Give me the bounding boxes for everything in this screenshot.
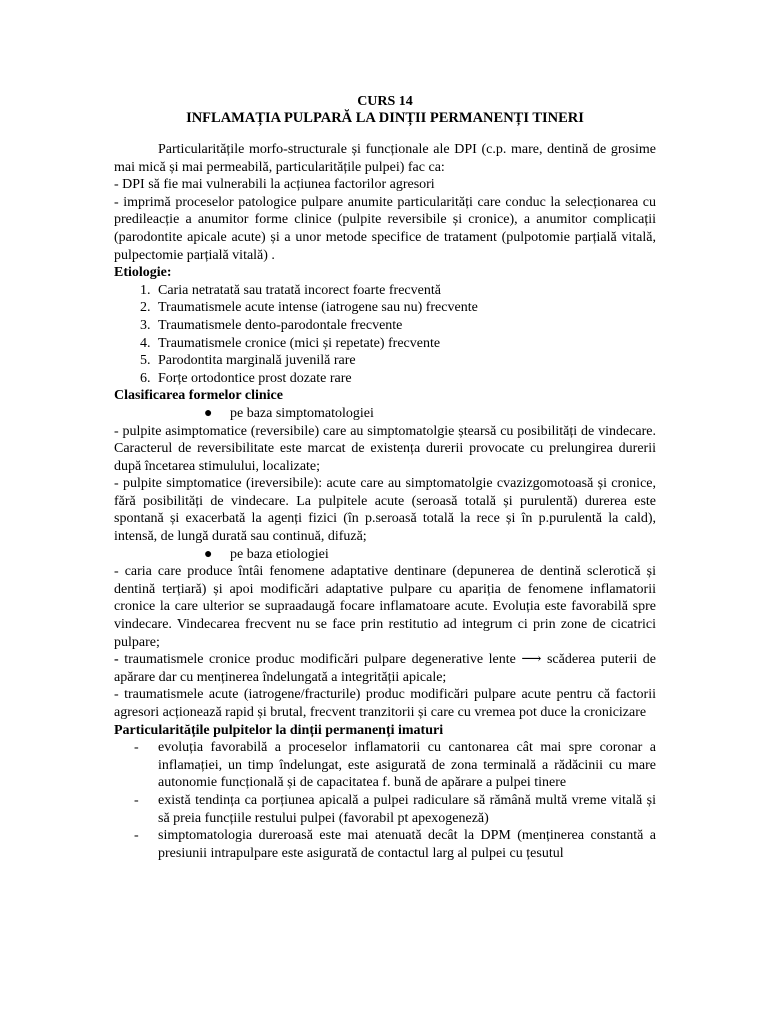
- bullet-icon: ●: [204, 405, 213, 421]
- document-body: [114, 93, 656, 862]
- list-item-text: simptomatologia dureroasă este mai atenuată decât la DPM (menținerea constantă a presiunii intrapulpare este asigurată de contactul larg al pulpei cu țesutul: [158, 828, 656, 861]
- dash-mark: -: [134, 740, 139, 756]
- list-item: [114, 739, 656, 792]
- bullet-icon: ●: [204, 546, 213, 562]
- etiology-item: 6. Forțe ortodontice prost dozate rare: [154, 370, 656, 388]
- symptomatic-paragraph: - pulpite simptomatice (ireversibile): acute care au simptomatolgie cvazizgomotoasă și cronice, fără posibilități de vindecare. La pulpitele acute (seroasă totală și purulentă) durerea este spontană și exacerbată la agenți fizici (în p.seroasă totală la rece și în p.purulentă la cald), intensă, de lungă durată sau continuă, difuză;: [114, 476, 656, 545]
- acute-trauma-paragraph: - traumatismele acute (iatrogene/fracturile) produc modificări pulpare acute pentru că factorii agresori acționează rapid și brutal, frecvent tranzitorii și care cu vremea pot duce la cronicizare: [114, 687, 656, 720]
- bullet-symptomatology: [114, 405, 656, 423]
- bullet-label: pe baza etiologiei: [230, 546, 329, 562]
- dash-mark: -: [134, 828, 139, 844]
- course-number: CURS 14: [357, 94, 413, 109]
- chronic-trauma-paragraph: [114, 651, 656, 686]
- list-item: [114, 792, 656, 827]
- etiology-item: 1. Caria netratată sau tratată incorect foarte frecventă: [154, 282, 656, 300]
- etiology-item: 5. Parodontita marginală juvenilă rare: [154, 352, 656, 370]
- bullet-label: pe baza simptomatologiei: [230, 405, 374, 421]
- caries-paragraph: - caria care produce întâi fenomene adaptative dentinare (depunerea de dentină sclerotică și dentină terțiară) și apoi modificări adaptative pulpare cu apariția de fenomene inflamatorii cronice la care ulterior se supraadaugă focare inflamatoare acute. Evoluția este favorabilă spre vindecare. Vindecarea frecvent nu se face prin restitutio ad integrum ci prin zone de cicatrici pulpare;: [114, 564, 656, 650]
- list-item: [114, 827, 656, 862]
- etiology-item: 4. Traumatismele cronice (mici și repetate) frecvente: [154, 335, 656, 353]
- chronic-trauma-text: traumatismele cronice produc modificări pulpare degenerative lente ⟶ scăderea puterii de apărare dar cu menținerea îndelungată a integrității apicale;: [114, 652, 656, 685]
- intro-line-particularities: - imprimă proceselor patologice pulpare anumite particularități care conduc la selecționarea cu predileacție a anumitor forme clinice (pulpite reversibile și cronice), a anumitor complicații (parodontite apicale acute) și a unor metode specifice de tratament (pulpotomie parțială vitală, pulpectomie parțială vitală) .: [114, 194, 656, 263]
- dash-mark: -: [134, 792, 139, 808]
- etiology-list: [114, 282, 656, 388]
- particularities-list: [114, 739, 656, 862]
- page-title: INFLAMAȚIA PULPARĂ LA DINȚII PERMANENȚI TINERI: [186, 110, 584, 126]
- etiology-heading: Etiologie:: [114, 265, 172, 281]
- list-item-text: evoluția favorabilă a proceselor inflamatorii cu cantonarea cât mai spre coronar a inflamației, un timp îndelungat, este asigurată de zona terminală a rădăcinii cu mare autonomie funcțională și de capacitatea f. bună de apărare a pulpei tinere: [158, 740, 656, 791]
- particularities-heading: Particularitățile pulpitelor la dinții permanenți imaturi: [114, 722, 444, 738]
- bullet-etiology: [114, 546, 656, 564]
- intro-paragraph: Particularitățile morfo-structurale și funcționale ale DPI (c.p. mare, dentină de grosime mai mică și mai permeabilă, particularitățile pulpei) fac ca:: [114, 142, 656, 175]
- asymptomatic-paragraph: - pulpite asimptomatice (reversibile) care au simptomatolgie ștearsă cu posibilități de vindecare. Caracterul de reversibilitate este marcat de existența durerii provocate cu prelungirea durerii după încetarea stimulului, localizate;: [114, 423, 656, 474]
- etiology-item: 2. Traumatismele acute intense (iatrogene sau nu) frecvente: [154, 299, 656, 317]
- classification-heading: Clasificarea formelor clinice: [114, 388, 283, 404]
- etiology-item: 3. Traumatismele dento-parodontale frecvente: [154, 317, 656, 335]
- list-item-text: există tendința ca porțiunea apicală a pulpei radiculare să rămână multă vreme vitală și să preia funcțiile restului pulpei (favorabil pt apexogeneză): [158, 792, 656, 826]
- intro-line-vulnerable: - DPI să fie mai vulnerabili la acțiunea factorilor agresori: [114, 177, 435, 193]
- dash-mark: -: [114, 652, 119, 668]
